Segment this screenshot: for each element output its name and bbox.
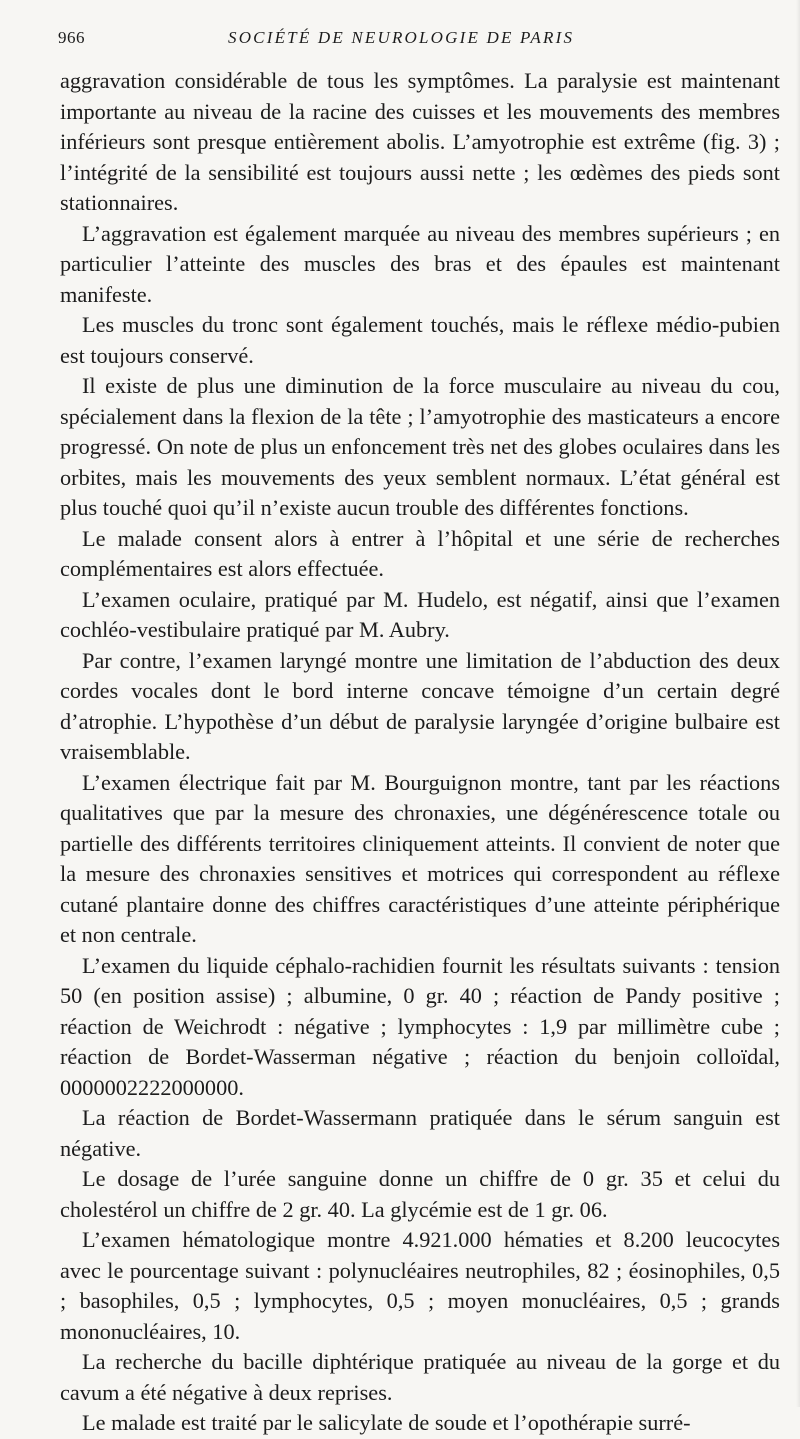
page-header (58, 28, 758, 56)
paragraph-hematology: L’examen hématologique montre 4.921.000 hématies et 8.200 leucocytes avec le pourcentage suivant : polynucléaires neutrophiles, 82 ; éosinophiles, 0,5 ; basophiles, 0,5 ; lymphocytes, 0,5 ; moyen monucléaires, 0,5 ; grands mononucléaires, 10. (60, 1227, 780, 1344)
paragraph-ocular-exam: L’examen oculaire, pratiqué par M. Hudelo, est négatif, ainsi que l’examen cochléo-vestibulaire pratiqué par M. Aubry. (60, 586, 780, 642)
paragraph-csf-results: L’examen du liquide céphalo-rachidien fournit les résultats suivants : tension 50 (en position assise) ; albumine, 0 gr. 40 ; réaction de Pandy positive ; réaction de Weichrodt : négative ; lymphocytes : 1,9 par millimètre cube ; réaction de Bordet-Wasserman négative ; réaction du benjoin colloïdal, 0000002222000000. (60, 952, 780, 1100)
paragraph-electrical-exam: L’examen électrique fait par M. Bourguignon montre, tant par les réactions qualitatives que par la mesure des chronaxies, une dégénérescence totale ou partielle des différents territoires cliniquement atteints. Il convient de noter que la mesure des chronaxies sensitives et motrices qui correspondent au réflexe cutané plantaire donne des chiffres caractéristiques d’une atteinte périphérique et non centrale. (60, 769, 780, 947)
paragraph-laryngeal-exam: Par contre, l’examen laryngé montre une limitation de l’abduction des deux cordes vocales dont le bord interne concave témoigne d’un certain degré d’atrophie. L’hypothèse d’un début de paralysie laryngée d’origine bulbaire est vraisemblable. (60, 647, 780, 764)
paragraph-diphtheria-test: La recherche du bacille diphtérique pratiquée au niveau de la gorge et du cavum a été négative à deux reprises. (60, 1349, 780, 1405)
paragraph-neck-and-eyes: Il existe de plus une diminution de la force musculaire au niveau du cou, spécialement dans la flexion de la tête ; l’amyotrophie des masticateurs a encore progressé. On note de plus un enfoncement très net des globes oculaires dans les orbites, mais les mouvements des yeux semblent normaux. L’état général est plus touché quoi qu’il n’existe aucun trouble des différentes fonctions. (60, 373, 780, 520)
paragraph-trunk-muscles: Les muscles du tronc sont également touchés, mais le réflexe médio-pubien est toujours conservé. (60, 312, 780, 368)
paragraph-aggravation: aggravation considérable de tous les symptômes. La paralysie est maintenant importante au niveau de la racine des cuisses et les mouvements des membres inférieurs sont presque entièrement abolis. L’amyotrophie est extrême (fig. 3) ; l’intégrité de la sensibilité est toujours aussi nette ; les œdèmes des pieds sont stationnaires. (60, 68, 780, 215)
running-head: SOCIÉTÉ DE NEUROLOGIE DE PARIS (228, 28, 575, 47)
body-text (60, 66, 780, 1439)
paragraph-blood-chemistry: Le dosage de l’urée sanguine donne un chiffre de 0 gr. 35 et celui du cholestérol un chiffre de 2 gr. 40. La glycémie est de 1 gr. 06. (60, 1166, 780, 1222)
page-number: 966 (58, 28, 85, 47)
paragraph-upper-limbs: L’aggravation est également marquée au niveau des membres supérieurs ; en particulier l’atteinte des muscles des bras et des épaules est maintenant manifeste. (60, 220, 780, 307)
paragraph-serum-reaction: La réaction de Bordet-Wassermann pratiquée dans le sérum sanguin est négative. (60, 1105, 780, 1161)
page-edge-shadow (796, 0, 800, 1407)
paragraph-treatment: Le malade est traité par le salicylate de soude et l’opothérapie surré- (82, 1410, 691, 1435)
paragraph-hospital-admission: Le malade consent alors à entrer à l’hôpital et une série de recherches complémentaires est alors effectuée. (60, 525, 780, 581)
